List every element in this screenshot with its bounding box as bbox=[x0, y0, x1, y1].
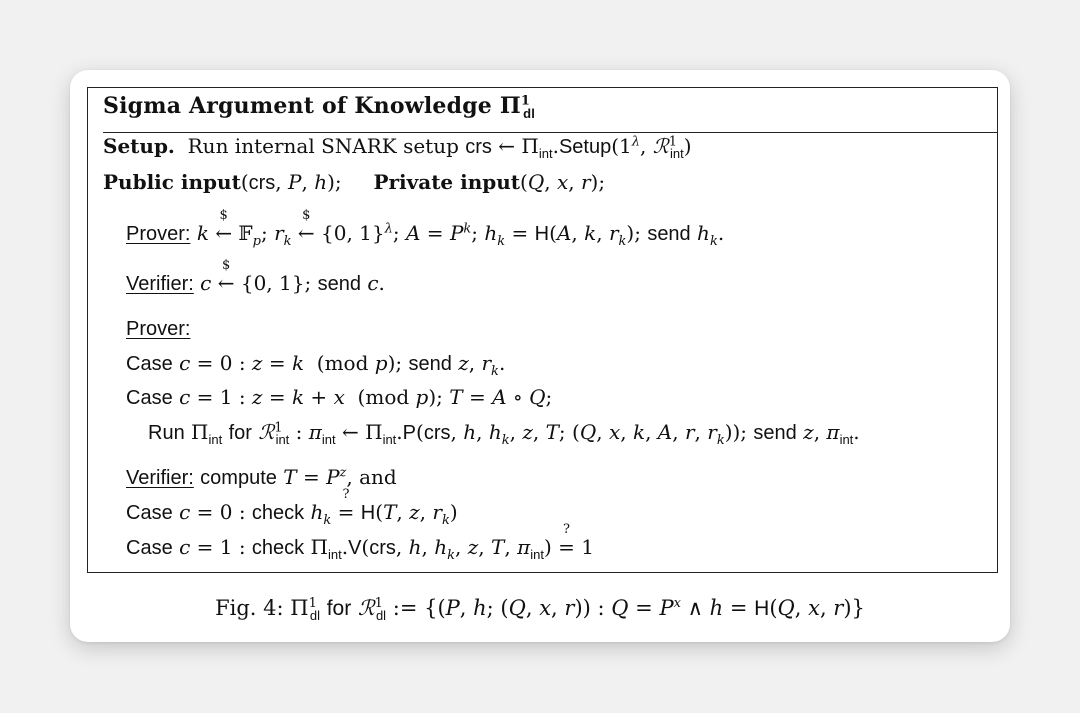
case1-prover-text: Case c = 1 : z = k + x (mod p); T = A ∘ Q; bbox=[126, 385, 553, 409]
case0-prover-text: Case c = 0 : z = k (mod p); send z, $r_k$. bbox=[126, 351, 506, 379]
prover-step-1 bbox=[126, 208, 725, 249]
protocol-title bbox=[103, 93, 536, 122]
verifier-step-2 bbox=[126, 465, 397, 490]
prover-label-2-line bbox=[126, 318, 190, 341]
case1-verifier bbox=[126, 522, 594, 563]
run-pi-int-text: Run $\Pi_{int}$ for ℛ$^1_{int}$ : $\pi_{int}$ ← $\Pi_{int}.P(crs$, h, $h_k$, z, T; (Q, x, k, A, r, $r_k$)); send z, $\pi_{int}$. bbox=[148, 420, 860, 448]
verifier-step-1-text: c ← $ {0, 1}; send c. bbox=[200, 258, 385, 295]
prover-label-1: Prover: bbox=[126, 223, 191, 245]
setup-label: Setup. bbox=[103, 134, 175, 158]
run-pi-int bbox=[148, 420, 860, 448]
case0-verifier bbox=[126, 487, 458, 528]
case1-prover bbox=[126, 385, 552, 410]
case1-verifier-text: Case c = 1 : check $\Pi_{int}.V(crs$, h, $h_k$, z, T, $\pi_{int}$) = ? 1 bbox=[126, 522, 594, 563]
prover-label-2: Prover: bbox=[126, 318, 191, 340]
figure-card bbox=[70, 70, 1010, 642]
verifier-label-2: Verifier: bbox=[126, 467, 194, 489]
title-text: Sigma Argument of Knowledge $\Pi^1_{dl}$ bbox=[103, 93, 536, 122]
caption-text: Fig. 4: $\Pi^1_{dl}$ for ℛ$^1_{dl}$ := {(P, h; (Q, x, r)) : $Q = P^x$ ∧ h = H(Q, x, r)} bbox=[215, 596, 865, 624]
verifier-step-1 bbox=[126, 258, 385, 296]
case0-prover bbox=[126, 351, 506, 379]
setup-text: Run internal SNARK setup crs ← $\Pi_{int}.Setup(1^\lambda$, ℛ$^1_{int}$) bbox=[187, 134, 692, 161]
setup-line bbox=[103, 134, 692, 159]
private-input: Private input(Q, x, r); bbox=[373, 170, 606, 194]
public-input: Public input(crs, P, h); bbox=[103, 170, 342, 194]
case0-verifier-text: Case c = 0 : check $h_k$ = ? H(T, z, $r_k$) bbox=[126, 487, 458, 528]
prover-step-1-text: k ← $ 𝔽$_p$; $r_k$ ← $ {0, 1}$^\lambda$; $A = P^k$; $h_k = H(A$, k, $r_k$); send $h_k$. bbox=[196, 208, 725, 249]
title-rule bbox=[103, 132, 998, 133]
figure-caption bbox=[70, 596, 1010, 624]
verifier-compute: compute $T = P^z$, and bbox=[200, 465, 397, 489]
verifier-label-1: Verifier: bbox=[126, 273, 194, 295]
protocol-box bbox=[87, 87, 998, 573]
inputs-line bbox=[103, 170, 605, 195]
